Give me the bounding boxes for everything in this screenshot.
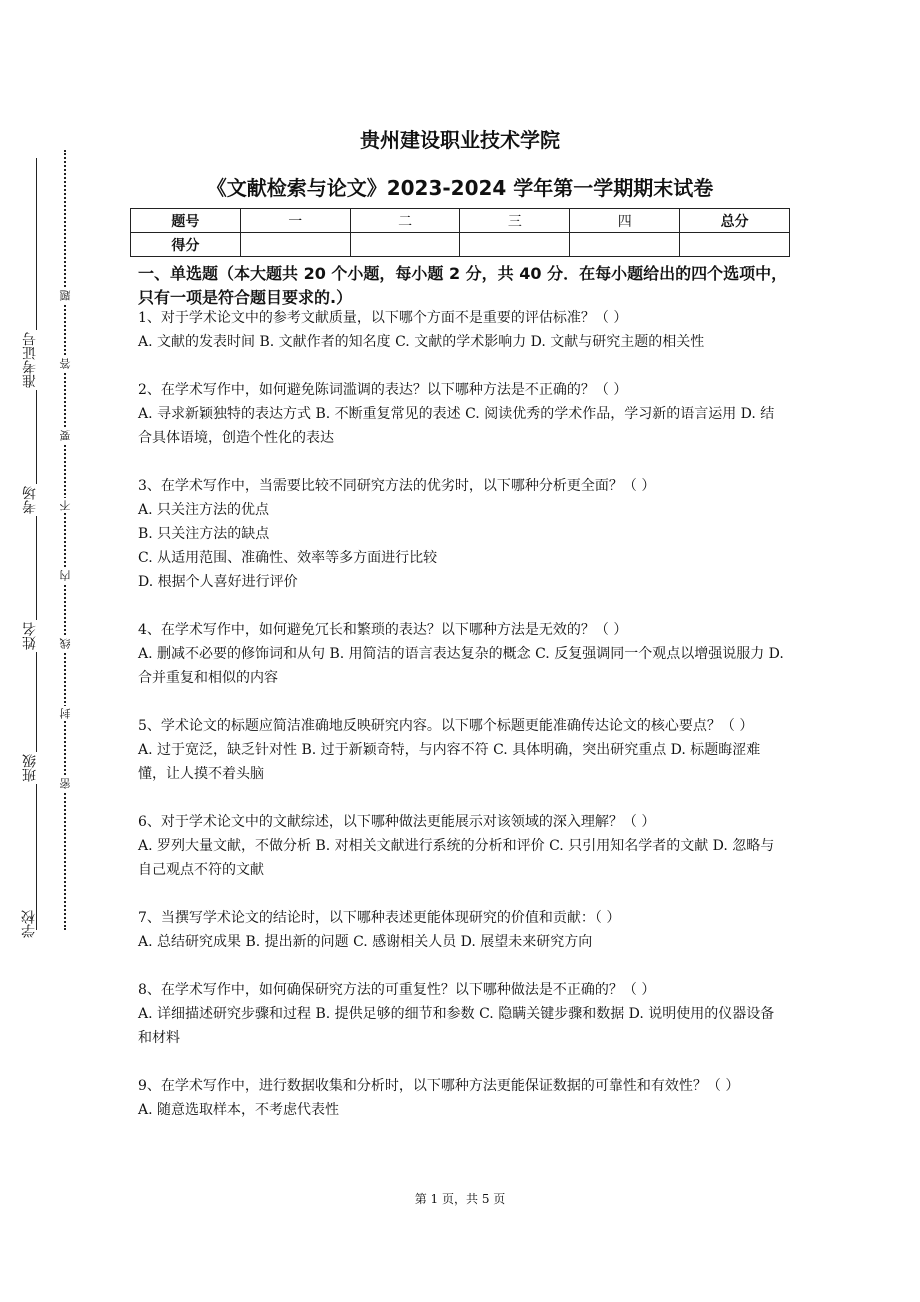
class-label: 班级 — [22, 754, 38, 782]
score-cell: 得分 — [131, 233, 241, 257]
question-stem: 5、学术论文的标题应简洁准确地反映研究内容。以下哪个标题更能准确传达论文的核心要点？（ ） — [138, 718, 754, 734]
score-cell — [460, 233, 570, 257]
institution-title: 贵州建设职业技术学院 — [360, 128, 560, 152]
score-cell: 总分 — [680, 209, 790, 233]
score-cell — [240, 233, 350, 257]
question-stem: 8、在学术写作中，如何确保研究方法的可重复性？以下哪种做法是不正确的？（ ） — [138, 982, 656, 998]
question-option: D. 根据个人喜好进行评价 — [138, 574, 298, 590]
question-options: A. 随意选取样本，不考虑代表性 — [138, 1102, 340, 1118]
page-footer: 第 1 页，共 5 页 — [414, 1192, 506, 1206]
name-label: 姓名 — [22, 622, 38, 650]
score-cell — [680, 233, 790, 257]
question-stem: 3、在学术写作中，当需要比较不同研究方法的优劣时，以下哪种分析更全面？（ ） — [138, 478, 656, 494]
question-stem: 4、在学术写作中，如何避免冗长和繁琐的表达？以下哪种方法是无效的？（ ） — [138, 622, 628, 638]
exam-room-label: 考场 — [22, 486, 38, 514]
score-table-header-row — [131, 209, 790, 233]
question — [138, 714, 788, 786]
question-stem: 6、对于学术论文中的文献综述，以下哪种做法更能展示对该领域的深入理解？（ ） — [138, 814, 656, 830]
question-stem: 9、在学术写作中，进行数据收集和分析时，以下哪种方法更能保证数据的可靠性和有效性？（ ） — [138, 1078, 740, 1094]
question — [138, 906, 788, 954]
question-options: A. 详细描述研究步骤和过程 B. 提供足够的细节和参数 C. 隐瞒关键步骤和数据 D. 说明使用的仪器设备和材料 — [138, 1006, 775, 1046]
question — [138, 306, 788, 354]
question — [138, 978, 788, 1050]
score-table-score-row — [131, 233, 790, 257]
question-options: A. 罗列大量文献，不做分析 B. 对相关文献进行系统的分析和评价 C. 只引用知名学者的文献 D. 忽略与自己观点不符的文献 — [138, 838, 775, 878]
seal-char: 要 — [59, 430, 72, 441]
seal-char: 不 — [59, 500, 72, 511]
question-stem: 1、对于学术论文中的参考文献质量，以下哪个方面不是重要的评估标准？（ ） — [138, 310, 628, 326]
seal-char: 线 — [59, 638, 72, 649]
score-cell: 题号 — [131, 209, 241, 233]
question-option: A. 只关注方法的优点 — [138, 502, 270, 518]
question-options: A. 过于宽泛，缺乏针对性 B. 过于新颖奇特，与内容不符 C. 具体明确，突出研究重点 D. 标题晦涩难懂，让人摸不着头脑 — [138, 742, 761, 782]
score-table — [130, 208, 790, 257]
question-stem: 2、在学术写作中，如何避免陈词滥调的表达？以下哪种方法是不正确的？（ ） — [138, 382, 628, 398]
binding-dotted-line — [64, 150, 66, 930]
score-cell: 四 — [570, 209, 680, 233]
school-label: 学校 — [21, 910, 37, 938]
question-option: C. 从适用范围、准确性、效率等多方面进行比较 — [138, 550, 438, 566]
binding-solid-line — [36, 158, 37, 930]
question — [138, 1074, 788, 1122]
exam-title: 《文献检索与论文》2023-2024 学年第一学期期末试卷 — [206, 176, 714, 200]
question-options: A. 文献的发表时间 B. 文献作者的知名度 C. 文献的学术影响力 D. 文献与研究主题的相关性 — [138, 334, 705, 350]
question — [138, 474, 788, 594]
score-cell — [570, 233, 680, 257]
question-option: B. 只关注方法的缺点 — [138, 526, 270, 542]
seal-char: 内 — [59, 570, 72, 581]
score-cell — [350, 233, 460, 257]
score-cell: 三 — [460, 209, 570, 233]
score-cell: 一 — [240, 209, 350, 233]
section-title: 一、单选题（本大题共 20 个小题，每小题 2 分，共 40 分．在每小题给出的四个选项中，只有一项是符合题目要求的.） — [138, 264, 788, 307]
seal-char: 密 — [59, 778, 72, 789]
question-options: A. 寻求新颖独特的表达方式 B. 不断重复常见的表述 C. 阅读优秀的学术作品，学习新的语言运用 D. 结合具体语境，创造个性化的表达 — [138, 406, 775, 446]
question — [138, 618, 788, 690]
question — [138, 810, 788, 882]
question-stem: 7、当撰写学术论文的结论时，以下哪种表述更能体现研究的价值和贡献：（ ） — [138, 910, 621, 926]
question-options: A. 总结研究成果 B. 提出新的问题 C. 感谢相关人员 D. 展望未来研究方向 — [138, 934, 593, 950]
question-options: A. 删减不必要的修饰词和从句 B. 用简洁的语言表达复杂的概念 C. 反复强调同一个观点以增强说服力 D. 合并重复和相似的内容 — [138, 646, 784, 686]
questions-list — [138, 306, 788, 1146]
seal-char: 封 — [59, 708, 72, 719]
seal-char: 答 — [59, 358, 72, 369]
admission-number-label: 准考证号 — [22, 332, 38, 388]
question — [138, 378, 788, 450]
seal-char: 题 — [59, 290, 72, 301]
score-cell: 二 — [350, 209, 460, 233]
